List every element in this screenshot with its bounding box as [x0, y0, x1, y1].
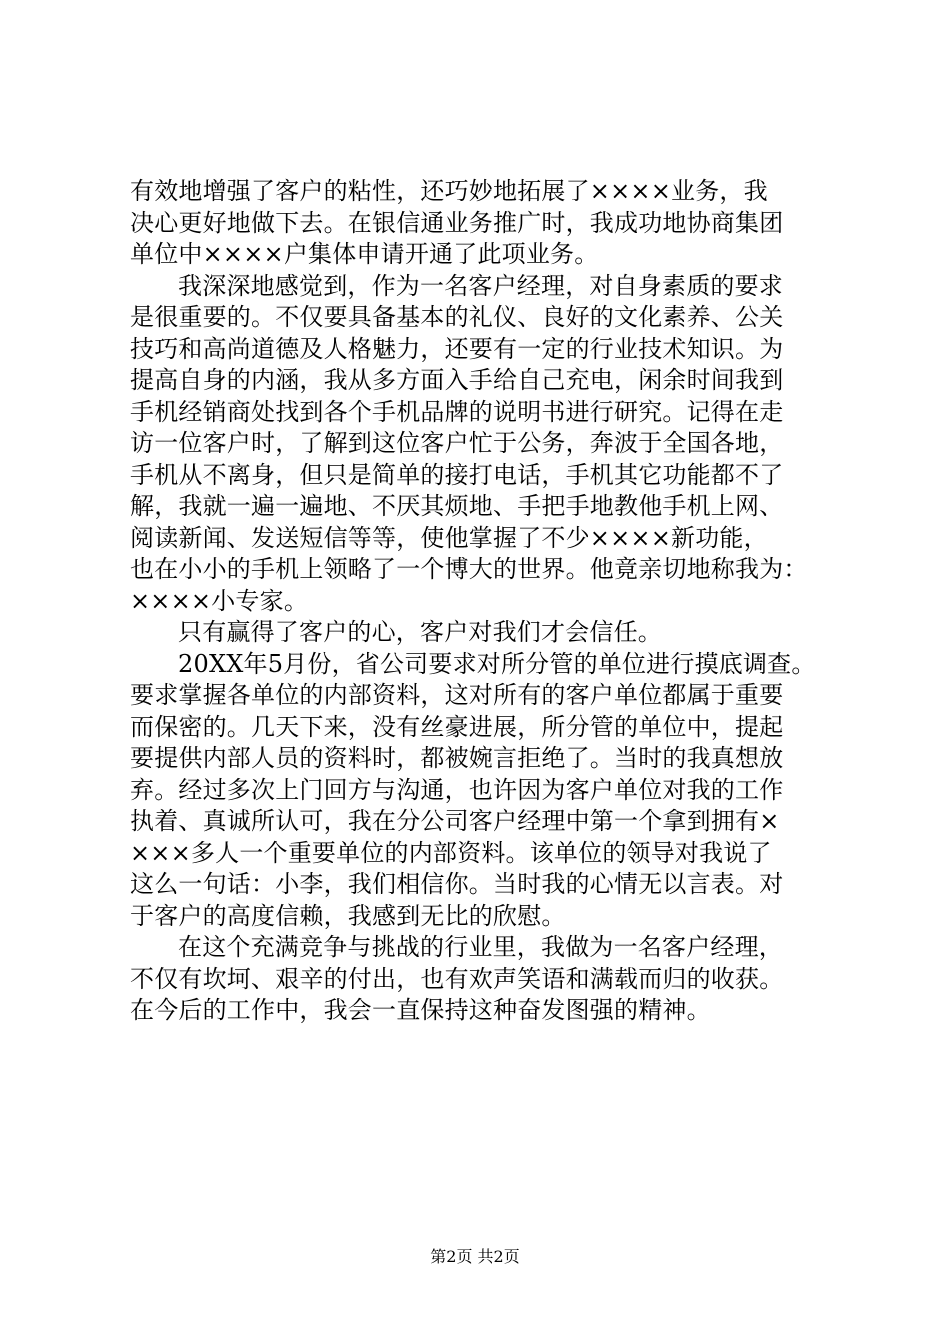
text-line: 执着、真诚所认可，我在分公司客户经理中第一个拿到拥有×: [130, 807, 780, 835]
text-line: 弃。经过多次上门回方与沟通，也许因为客户单位对我的工作: [130, 775, 784, 804]
body-text: [130, 176, 850, 1027]
text-line: 单位中××××户集体申请开通了此项业务。: [130, 240, 599, 268]
text-line: 而保密的。几天下来，没有丝豪进展，所分管的单位中，提起: [130, 712, 784, 741]
text-line: 要提供内部人员的资料时，都被婉言拒绝了。当时的我真想放: [130, 744, 784, 772]
text-line: 技巧和高尚道德及人格魅力，还要有一定的行业技术知识。为: [130, 334, 784, 363]
text-line: 有效地增强了客户的粘性，还巧妙地拓展了××××业务，我: [130, 177, 768, 205]
text-line: 我深深地感觉到，作为一名客户经理，对自身素质的要求: [178, 271, 783, 300]
text-line: ××××小专家。: [130, 586, 309, 615]
page-footer: [0, 1244, 950, 1267]
text-line: 访一位客户时，了解到这位客户忙于公务，奔波于全国各地，: [130, 429, 784, 457]
text-line: 提高自身的内涵，我从多方面入手给自己充电，闲余时间我到: [130, 366, 784, 394]
text-line: 这么一句话：小李，我们相信你。当时我的心情无以言表。对: [130, 870, 784, 898]
text-line: 是很重要的。不仅要具备基本的礼仪、良好的文化素养、公关: [130, 303, 784, 331]
text-line: 也在小小的手机上领略了一个博大的世界。他竟亲切地称我为：: [130, 555, 808, 583]
page-number-label: 第2页 共2页: [430, 1247, 520, 1266]
text-line: 手机从不离身，但只是简单的接打电话，手机其它功能都不了: [130, 460, 784, 489]
text-line: 在今后的工作中，我会一直保持这种奋发图强的精神。: [130, 996, 711, 1024]
text-line: 于客户的高度信赖，我感到无比的欣慰。: [130, 901, 566, 930]
text-line: 阅读新闻、发送短信等等，使他掌握了不少××××新功能，: [130, 523, 768, 552]
text-line: 决心更好地做下去。在银信通业务推广时，我成功地协商集团: [130, 208, 784, 237]
text-line: 20XX年5月份，省公司要求对所分管的单位进行摸底调查。: [178, 649, 816, 678]
text-line: 在这个充满竞争与挑战的行业里，我做为一名客户经理，: [178, 933, 783, 961]
text-line: 解，我就一遍一遍地、不厌其烦地、手把手地教他手机上网、: [130, 492, 784, 520]
text-line: 不仅有坎坷、艰辛的付出，也有欢声笑语和满载而归的收获。: [130, 964, 784, 993]
text-line: ×××多人一个重要单位的内部资料。该单位的领导对我说了: [130, 838, 772, 867]
text-line: 只有赢得了客户的心，客户对我们才会信任。: [178, 618, 662, 646]
text-line: 要求掌握各单位的内部资料，这对所有的客户单位都属于重要: [130, 681, 784, 709]
text-line: 手机经销商处找到各个手机品牌的说明书进行研究。记得在走: [130, 397, 784, 426]
